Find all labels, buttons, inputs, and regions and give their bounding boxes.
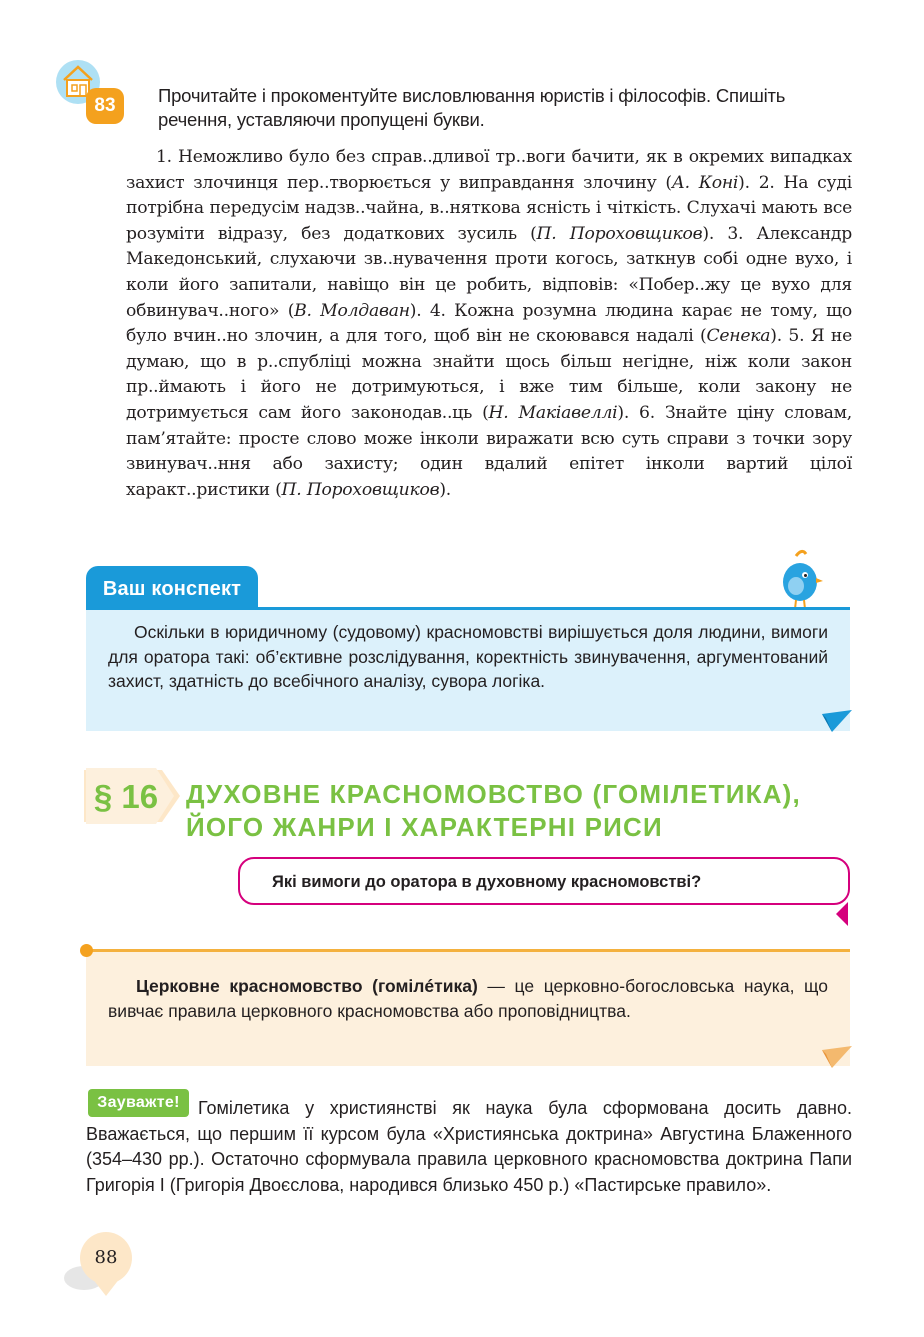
- exercise-task: Прочитайте і прокоментуйте висловлювання юристів і філософів. Спишіть речення, уставляючи пропущені букви.: [158, 85, 786, 130]
- quote-text: ). 2. На суді потрібна передусім надзв..чайна, в..няткова ясність і чіткість. Слухачі мають все розуміти відразу, без додаткових зусиль (: [126, 172, 852, 244]
- section-title-line2: ЙОГО ЖАНРИ І ХАРАКТЕРНІ РИСИ: [186, 812, 663, 842]
- summary-paragraph: Оскільки в юридичному (судовому) красномовстві вирішується доля людини, вимоги для оратора такі: об’єктивне розслідування, коректність звинувачення, аргументований захист, здатність до всебічного аналізу, сувора логіка.: [108, 622, 828, 691]
- quotes-paragraph: [126, 145, 852, 503]
- bird-icon: [776, 548, 824, 610]
- quote-author: П. Пороховщиков: [281, 479, 440, 500]
- quote-text: ).: [439, 479, 452, 500]
- definition-corner-decoration: [822, 1036, 852, 1068]
- page-number: 88: [94, 1247, 118, 1268]
- note-tag: Зауважте!: [88, 1089, 189, 1117]
- quote-text: ). 4. Кожна розумна людина карає не тому, що було вчин..но злочин, а для того, щоб він не скоювався надалі (: [126, 300, 852, 347]
- definition-term: Церковне красномовство (гомілéтика): [136, 976, 478, 996]
- summary-corner-decoration: [822, 700, 852, 732]
- quote-text: ). 5. Я не думаю, що в р..спубліці можна знайти щось більш негідне, ніж коли закон пр..ймають і його не дотримуються, і вже тим більше, коли закону не дотримується сам його законодав..ць (: [126, 326, 853, 423]
- section-label: § 16: [93, 778, 159, 815]
- exercise-number: 83: [94, 95, 116, 116]
- section-title: [186, 778, 866, 844]
- definition-dot: [80, 944, 93, 957]
- definition-top-line: [86, 949, 850, 952]
- note-paragraph: Гомілетика у християнстві як наука була сформована досить давно. Вважається, що першим її курсом була «Християнська доктрина» Августина Блаженного (354–430 рр.). Остаточно сформувала правила церковного красномовства доктрина Папи Григорія I (Григорія Двоєслова, народився близько 450 р.) «Пастирське правило».: [86, 1098, 852, 1195]
- quote-author: П. Пороховщиков: [536, 223, 703, 244]
- summary-tab: Ваш конспект: [86, 566, 258, 608]
- question-tail-decoration: [836, 902, 852, 926]
- quote-author: А. Коні: [671, 172, 739, 193]
- quote-author: Сенека: [706, 326, 771, 347]
- summary-text: [108, 620, 828, 694]
- quote-text: 1. Неможливо було без справ..дливої тр..воги бачити, як в окремих випадках захист злочинця пер..творюється у виправдання злочину (: [126, 147, 852, 193]
- section-title-line1: ДУХОВНЕ КРАСНОМОВСТВО (ГОМІЛЕТИКА),: [186, 779, 801, 809]
- question-text: Які вимоги до оратора в духовному красномовстві?: [272, 873, 702, 891]
- definition-body: — це церковно-богословська наука, що вивчає правила церковного красномовства або проповідництва.: [108, 976, 828, 1021]
- exercise-quotes: [126, 145, 852, 503]
- quote-text: ). 3. Александр Македонський, слухаючи зв..нувачення проти когось, заткнув собі одне вухо, і коли його запитали, навіщо він це робить, відповів: «Побер..жу це вухо для обвинувач..ного» (: [126, 223, 852, 321]
- quote-author: В. Молдаван: [294, 300, 410, 321]
- quote-author: Н. Макіавеллі: [488, 402, 618, 423]
- note-text: [86, 1096, 852, 1198]
- definition-text: [108, 974, 828, 1024]
- quote-text: ). 6. Знайте ціну словам, пам’ятайте: просте слово може інколи виражати всю суть справи з точки зору звинувач..ння або захисту; один вдалий епітет інколи вартий цілої характ..ристики (: [126, 402, 852, 500]
